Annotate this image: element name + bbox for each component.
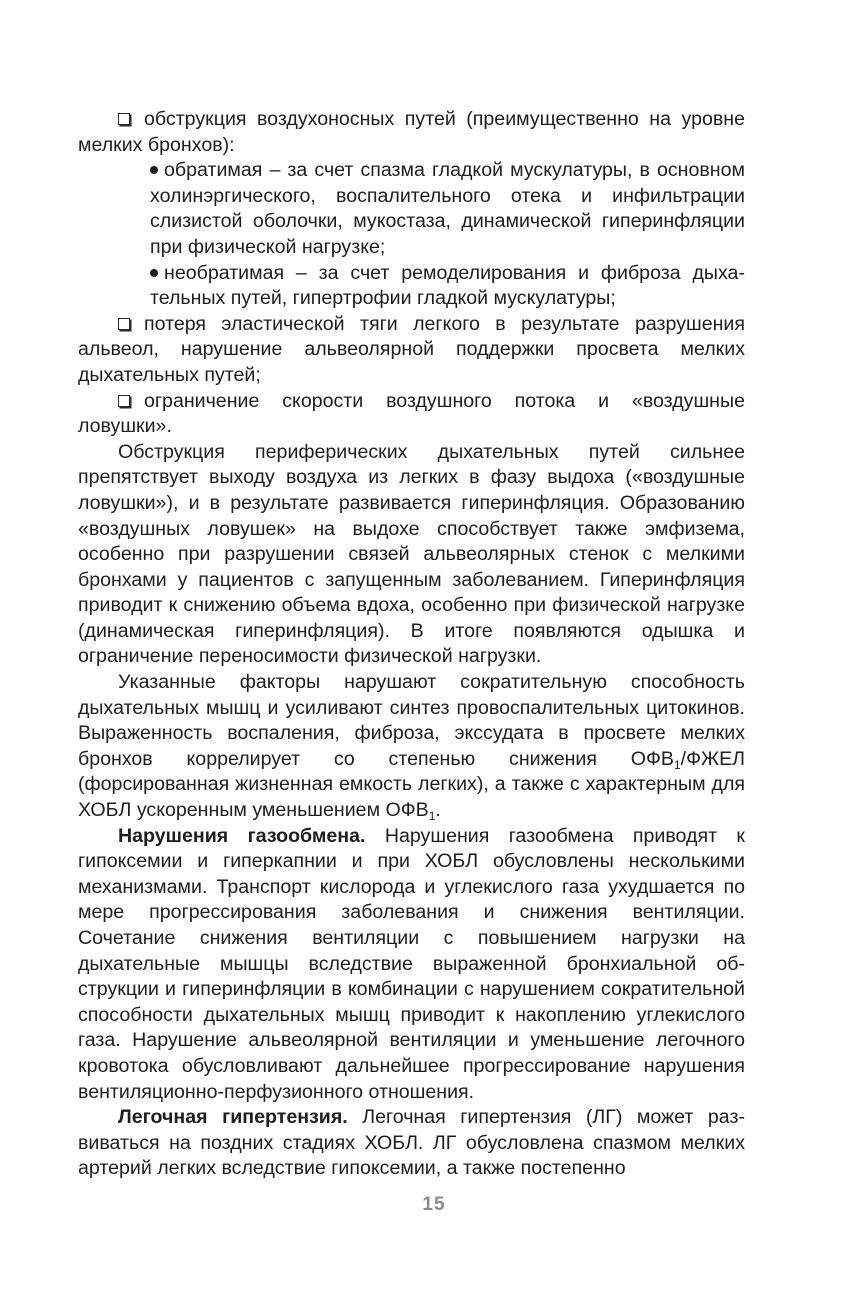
subscript: 1 [428,809,436,824]
page-number: 15 [422,1194,446,1215]
sub-bullet-irreversible [150,261,745,312]
text-segment: . [435,799,441,822]
sub-bullet-reversible [150,158,745,260]
subscript: 1 [673,757,681,772]
text-segment: Указанные факторы нарушают сократительную способность дыхательных мышц и усиливают синтез провоспалительных цитокинов. Выраженность воспаления, фиброза, экссудата в просвете мелких бронхов коррелирует со степенью снижения ОФВ [78,671,745,770]
section-heading-pulmonary-hypertension: Легочная гипертензия. [118,1106,348,1129]
bullet-dot-icon [150,269,158,277]
section-heading-gas-exchange: Нарушения газообмена. [118,824,366,847]
paragraph-peripheral-obstruction: Обструкция периферических дыхательных путей сильнее препятствует выходу воздуха из легких в фазу выдоха («воздушные ловушки»), и в результате развивается гиперинфляция. Образованию «воздушных ловушек» на выдохе способствует также эмфизема, особенно при разрушении связей альвеолярных стенок с мелкими бронхами у пациентов с запущенным заболеванием. Гиперинфляция приводит к снижению объема вдоха, особенно при физической нагрузке (динамическая гиперинфляция). В итоге появляются одышка и ограничение переносимости физической нагрузки. [78,440,745,668]
bullet-dot-icon [150,166,158,174]
text-segment: Легочная гипертензия (ЛГ) может развиваться на поздних стадиях ХОБЛ. ЛГ обусловлена спазмом мелких артерий легких вследствие гипоксемии, а также постепенно [78,1106,745,1180]
paragraph-gas-exchange [78,824,745,1106]
sub-bullet-text: необратимая – за счет ремоделирования и фиброза дыхательных путей, гипертрофии гладкой мускулатуры; [150,261,745,310]
paragraph-factors [78,670,745,824]
text-segment: /ФЖЕЛ (форсированная жизненная емкость легких), а также с характерным для ХОБЛ ускоренным уменьшением ОФВ [78,747,745,822]
checkbox-bullet-icon [118,318,130,330]
list-item-text: обструкция воздухоносных путей (преимущественно на уровне мелких бронхов): [78,108,745,156]
list-item-text: потеря эластической тяги легкого в результате разрушения альвеол, нарушение альвеолярной поддержки просвета мелких дыхательных путей; [78,312,745,386]
list-item-airflow-limit [78,389,745,440]
paragraph-pulmonary-hypertension [78,1105,745,1182]
page-body [78,107,745,1182]
sub-bullet-text: обратимая – за счет спазма гладкой мускулатуры, в основном холинэргического, воспалительного отека и инфильтрации слизистой оболочки, мукостаза, динамической гиперинфляции при физической нагрузке; [150,159,745,258]
list-item-obstruction [78,107,745,158]
text-segment: Нарушения газообмена приводят к гипоксемии и гиперкапнии и при ХОБЛ обусловлены несколькими механизмами. Транспорт кислорода и углекислого газа ухудшается по мере прогрессирования заболевания и снижения вентиляции. Сочетание снижения вентиляции с повышением нагрузки на дыхательные мышцы вследствие выраженной бронхиальной обструкции и гиперинфляции в комбинации с нарушением сократительной способности дыхательных мышц приводит к накоплению углекислого газа. Нарушение альвеолярной вентиляции и уменьшение легочного кровотока обусловливают дальнейшее прогрессирование нарушения вентиляционно-перфузионного отношения. [78,824,745,1103]
checkbox-bullet-icon [118,113,130,125]
list-item-elastic-loss [78,312,745,389]
checkbox-bullet-icon [118,395,130,407]
list-item-text: ограничение скорости воздушного потока и «воздушные ловушки». [78,389,745,438]
